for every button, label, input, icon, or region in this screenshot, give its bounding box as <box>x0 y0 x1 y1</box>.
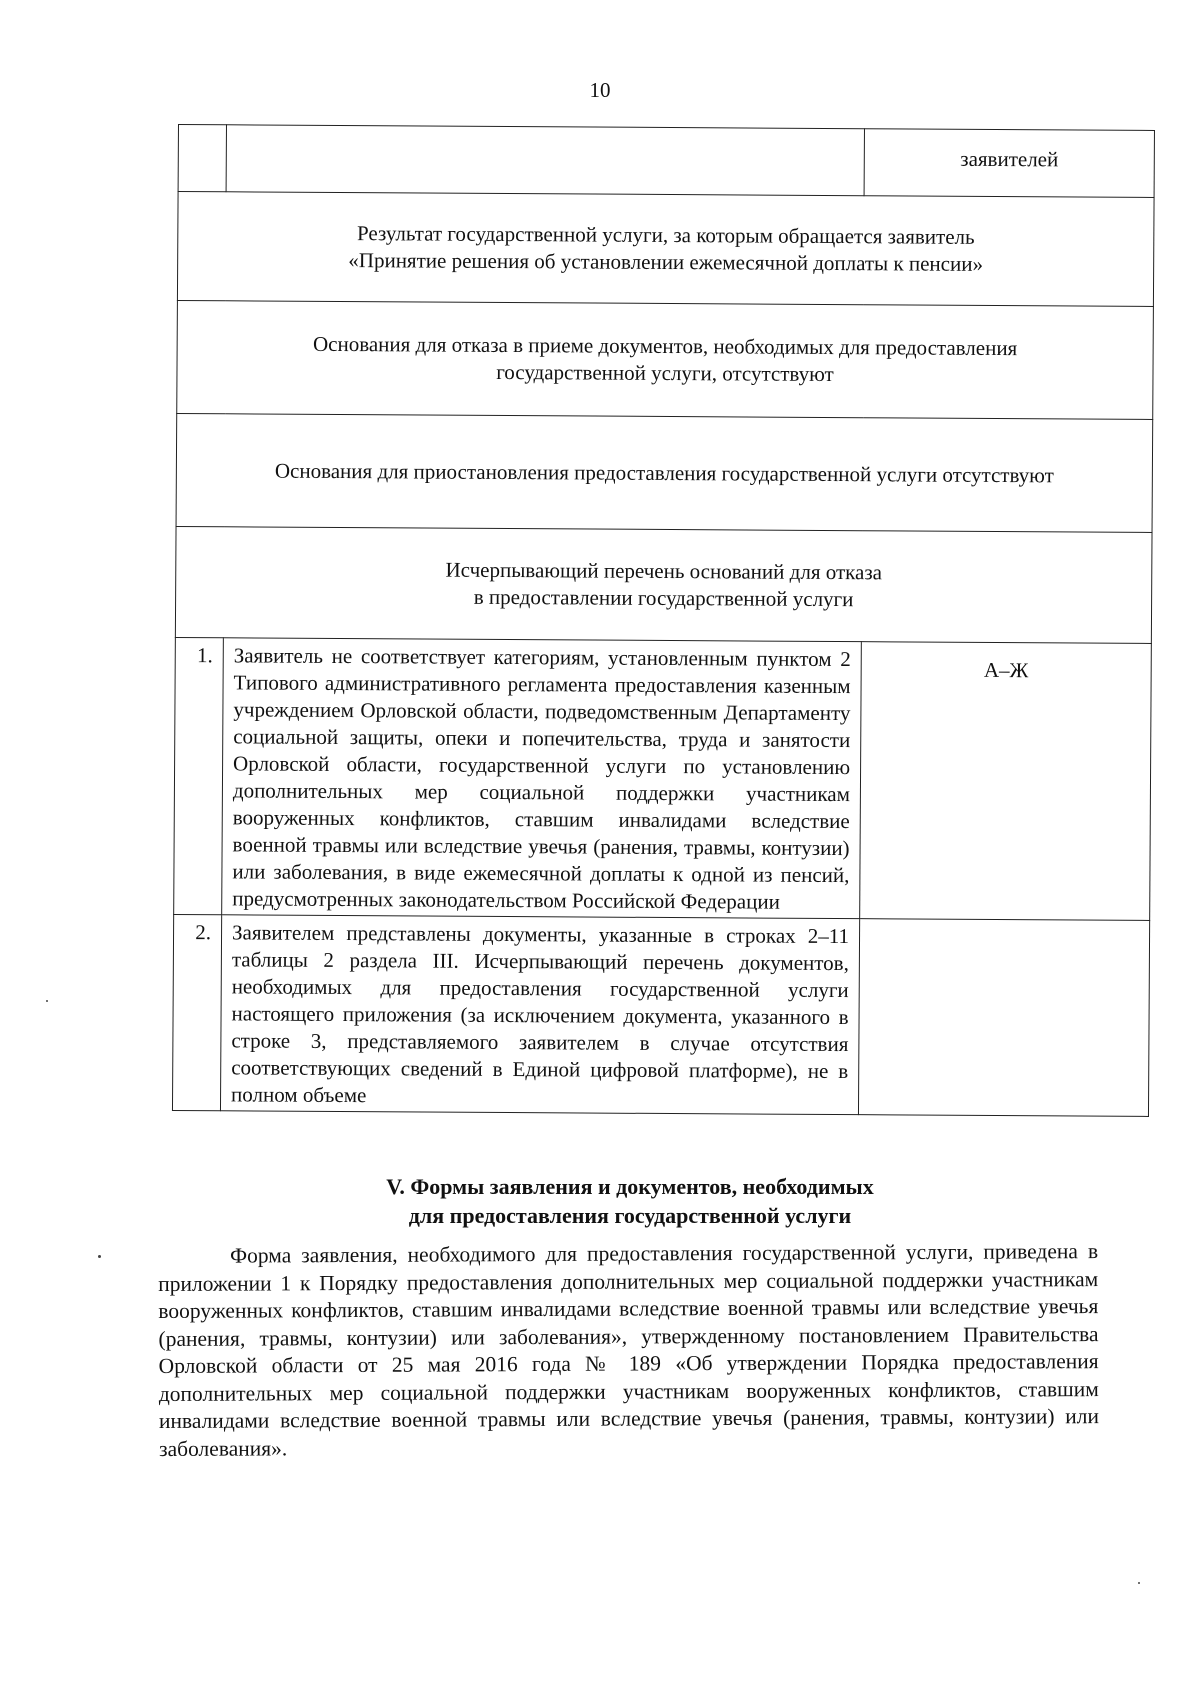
scan-speck <box>46 1000 48 1002</box>
result-cell <box>177 192 1154 307</box>
section-paragraph: Форма заявления, необходимого для предоставления государственной услуги, приведена в приложении 1 к Порядку предоставления дополнительных мер социальной поддержки участникам вооруженных конфликтов, ставшим инвалидами вследствие военной травмы или вследствие увечья (ранения, травмы, контузии) или заболевания», утвержденному постановлением Правительства Орловской области от 25 мая 2016 года № 189 «Об утверждении Порядка предоставления дополнительных мер социальной поддержки участникам вооруженных конфликтов, ставшим инвалидами вследствие военной травмы или вследствие увечья (ранения, травмы, контузии) или заболевания». <box>158 1239 1099 1461</box>
deny-reception-row <box>177 300 1154 419</box>
table-header-row <box>178 125 1154 198</box>
refusal-list-heading-row <box>175 526 1152 643</box>
table-cell-empty <box>178 125 226 192</box>
section-title-line-1: V. Формы заявления и документов, необходимых <box>386 1174 874 1199</box>
scan-speck <box>98 1255 101 1258</box>
result-row <box>177 192 1154 307</box>
suspension-cell: Основания для приостановления предоставления государственной услуги отсутствуют <box>176 413 1153 532</box>
row-text: Заявителем представлены документы, указанные в строках 2–11 таблицы 2 раздела III. Исчерпывающий перечень документов, необходимых для предоставления государственной услуги настоящего приложения (за исключением документа, указанного в строке 3, представляемого заявителем в случае отсутствия соответствующих сведений в Единой цифровой платформе), не в полном объеме <box>220 915 859 1115</box>
refusal-heading-line-1: Исчерпывающий перечень оснований для отказа <box>445 557 883 585</box>
deny-line-2: государственной услуги, отсутствуют <box>496 359 834 387</box>
requirements-table <box>172 124 1155 1117</box>
scan-speck <box>1138 1582 1140 1584</box>
table-row <box>172 914 1149 1116</box>
result-line-1: Результат государственной услуги, за которым обращается заявитель <box>356 221 975 249</box>
deny-reception-cell <box>177 300 1154 419</box>
row-number: 1. <box>174 637 224 914</box>
applicants-cell: заявителей <box>864 129 1154 198</box>
suspension-row <box>176 413 1153 532</box>
section-title-line-2: для предоставления государственной услуги <box>408 1203 852 1228</box>
row-code: А–Ж <box>860 642 1152 921</box>
page-number: 10 <box>589 78 611 102</box>
row-code <box>858 919 1149 1117</box>
table-row <box>174 637 1152 920</box>
deny-line-1: Основания для отказа в приеме документов, необходимых для предоставления <box>312 331 1018 361</box>
table-cell-empty <box>226 125 864 196</box>
result-line-2: «Принятие решения об установлении ежемесячной доплаты к пенсии» <box>348 248 984 276</box>
refusal-list-heading-cell <box>175 526 1152 643</box>
section-title <box>0 1172 1200 1230</box>
row-number: 2. <box>172 914 221 1110</box>
row-text: Заявитель не соответствует категориям, установленным пунктом 2 Типового административного регламента предоставления казенным учреждением Орловской области, подведомственным Департаменту социальной защиты, опеки и попечительства, труда и занятости Орловской области, государственной услуги по установлению дополнительных мер социальной поддержки участникам вооруженных конфликтов, ставшим инвалидами вследствие военной травмы или вследствие увечья (ранения, травмы, контузии) или заболевания, в виде ежемесячной доплаты к одной из пенсий, предусмотренных законодательством Российской Федерации <box>222 638 862 919</box>
refusal-heading-line-2: в предоставлении государственной услуги <box>473 584 854 612</box>
